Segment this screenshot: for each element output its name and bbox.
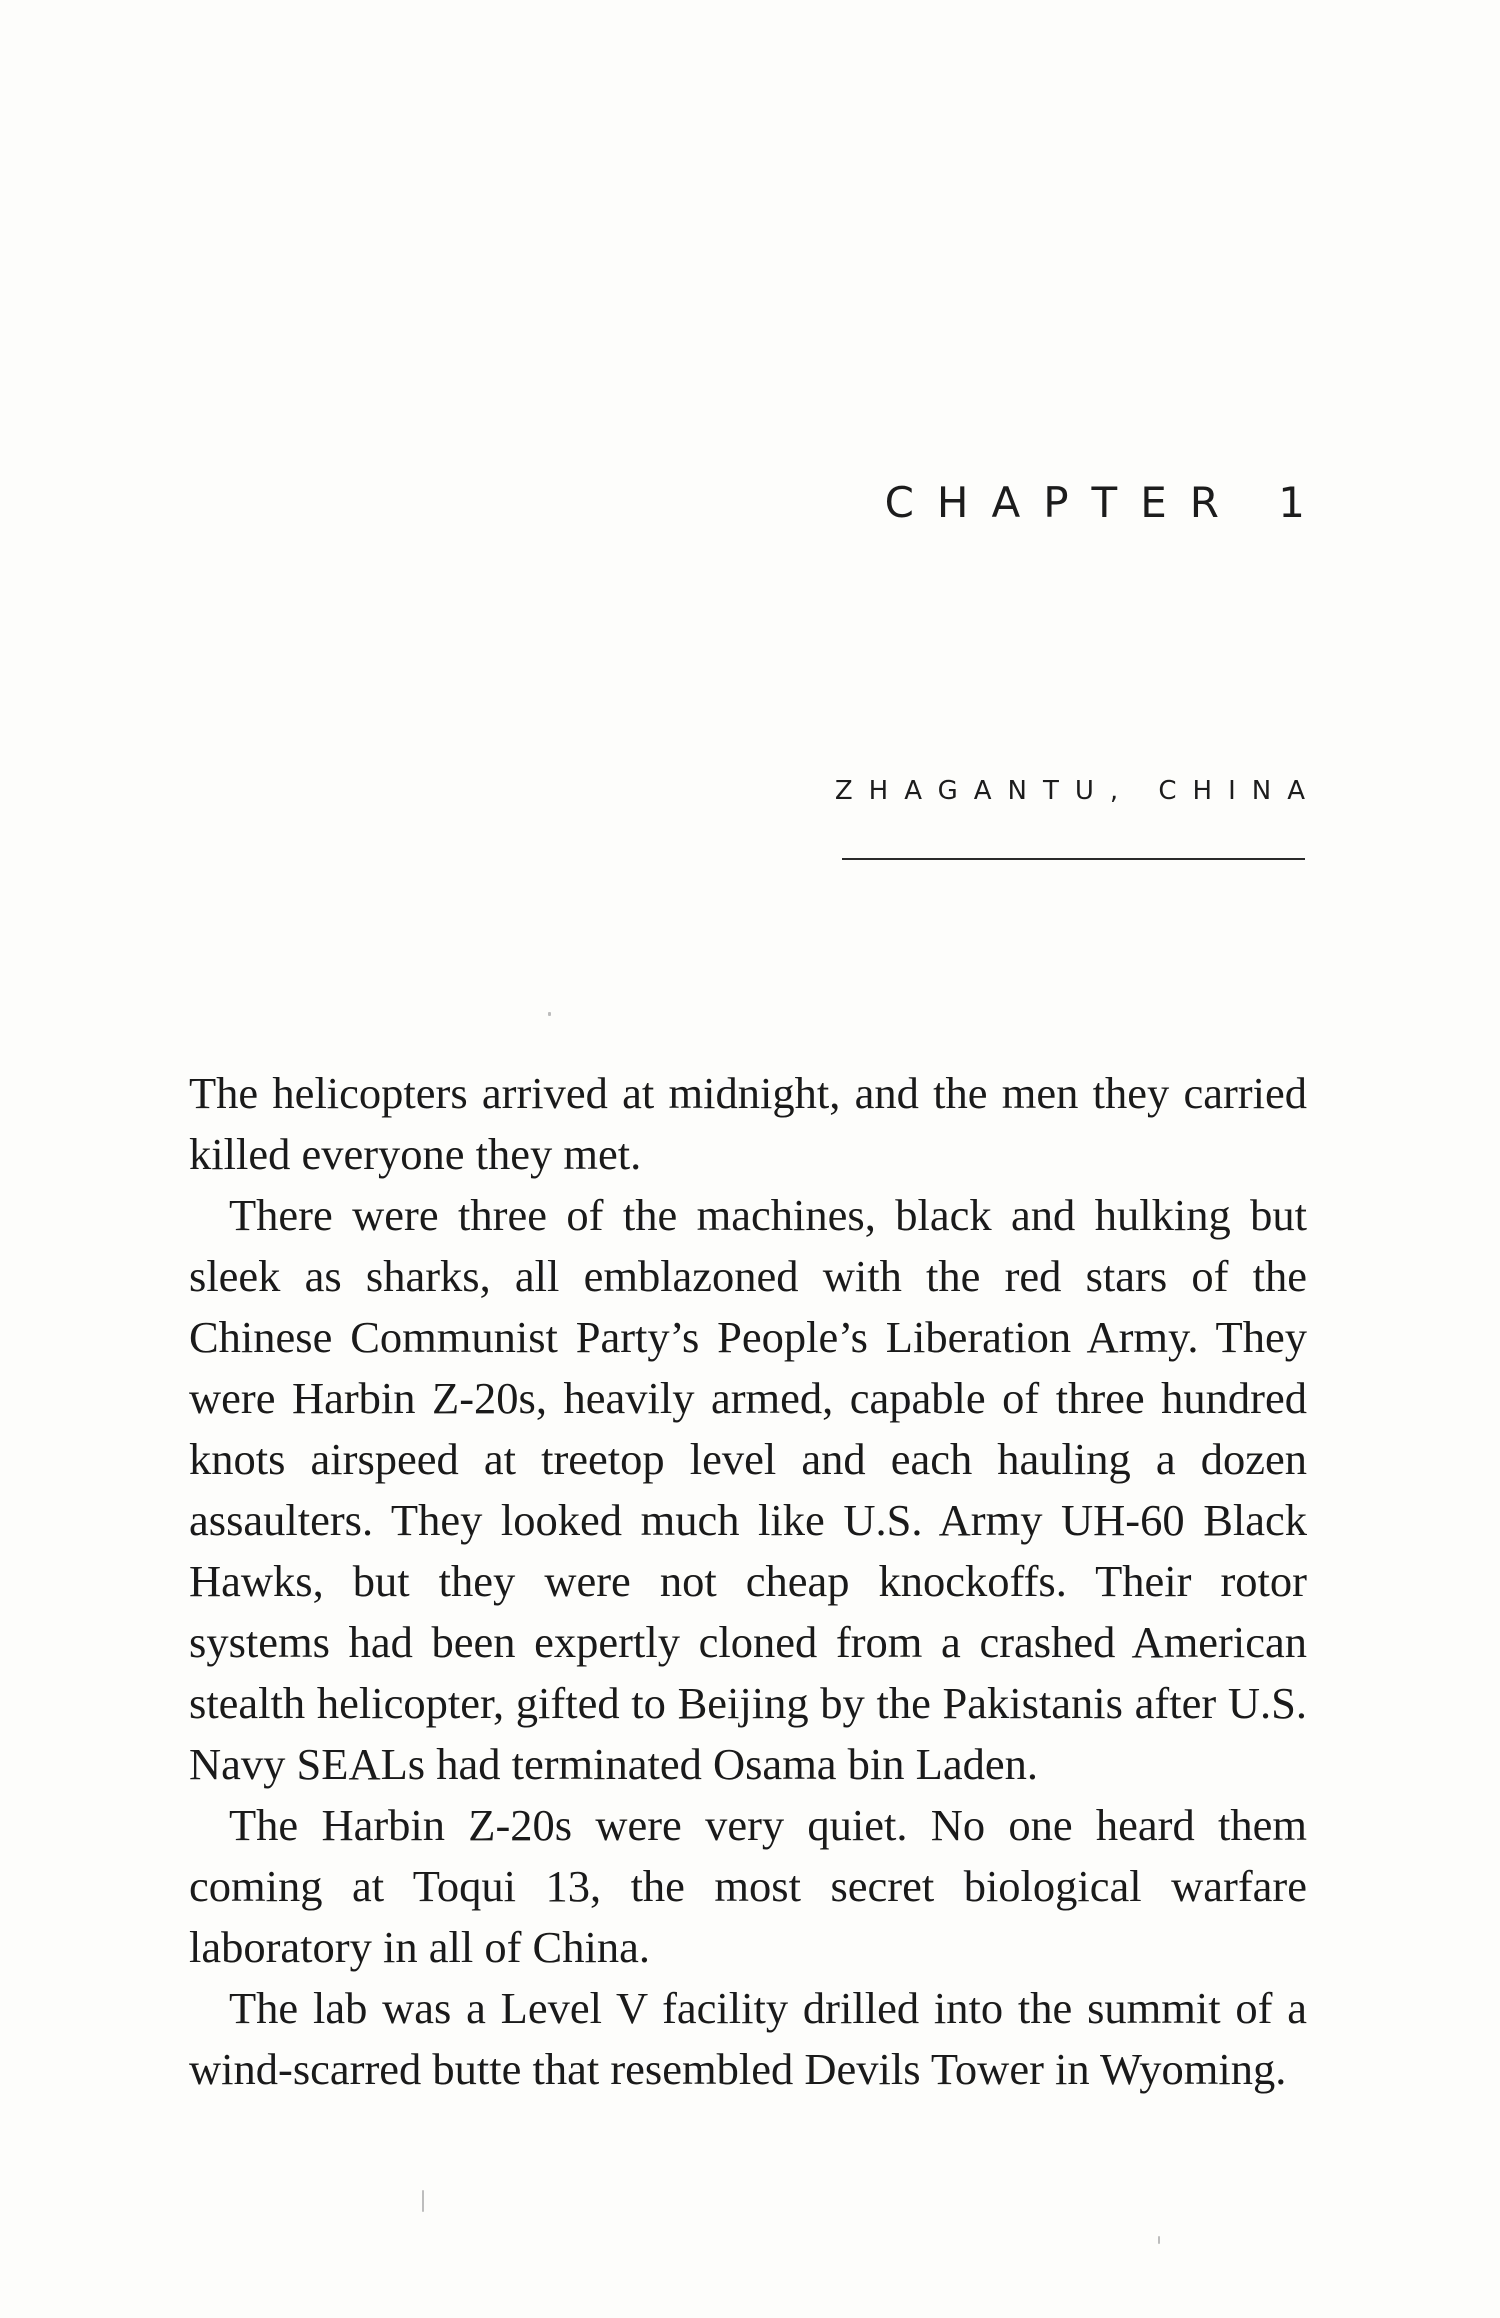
paragraph: There were three of the machines, black and hulking but sleek as sharks, all emblazoned with the red stars of the Chinese Communist Party’s People’s Liberation Army. They were Harbin Z-20s, heavily armed, capable of three hundred knots airspeed at treetop level and each hauling a dozen assaulters. They looked much like U.S. Army UH-60 Black Hawks, but they were not cheap knockoffs. Their rotor systems had been expertly cloned from a crashed American stealth helicopter, gifted to Beijing by the Pakistanis after U.S. Navy SEALs had terminated Osama bin Laden.: [189, 1190, 1307, 1789]
paragraph: The lab was a Level V facility drilled into the summit of a wind-scarred butte that resembled Devils Tower in Wyoming.: [189, 1983, 1307, 2094]
chapter-location: ZHAGANTU, CHINA: [834, 776, 1321, 806]
heading-divider: [842, 858, 1305, 860]
paragraph: The helicopters arrived at midnight, and the men they carried killed everyone they met.: [189, 1068, 1307, 1179]
chapter-heading: CHAPTER 1: [884, 478, 1328, 527]
paragraph: The Harbin Z-20s were very quiet. No one heard them coming at Toqui 13, the most secret biological warfare laboratory in all of China.: [189, 1800, 1307, 1972]
chapter-body: [189, 1063, 1307, 2100]
